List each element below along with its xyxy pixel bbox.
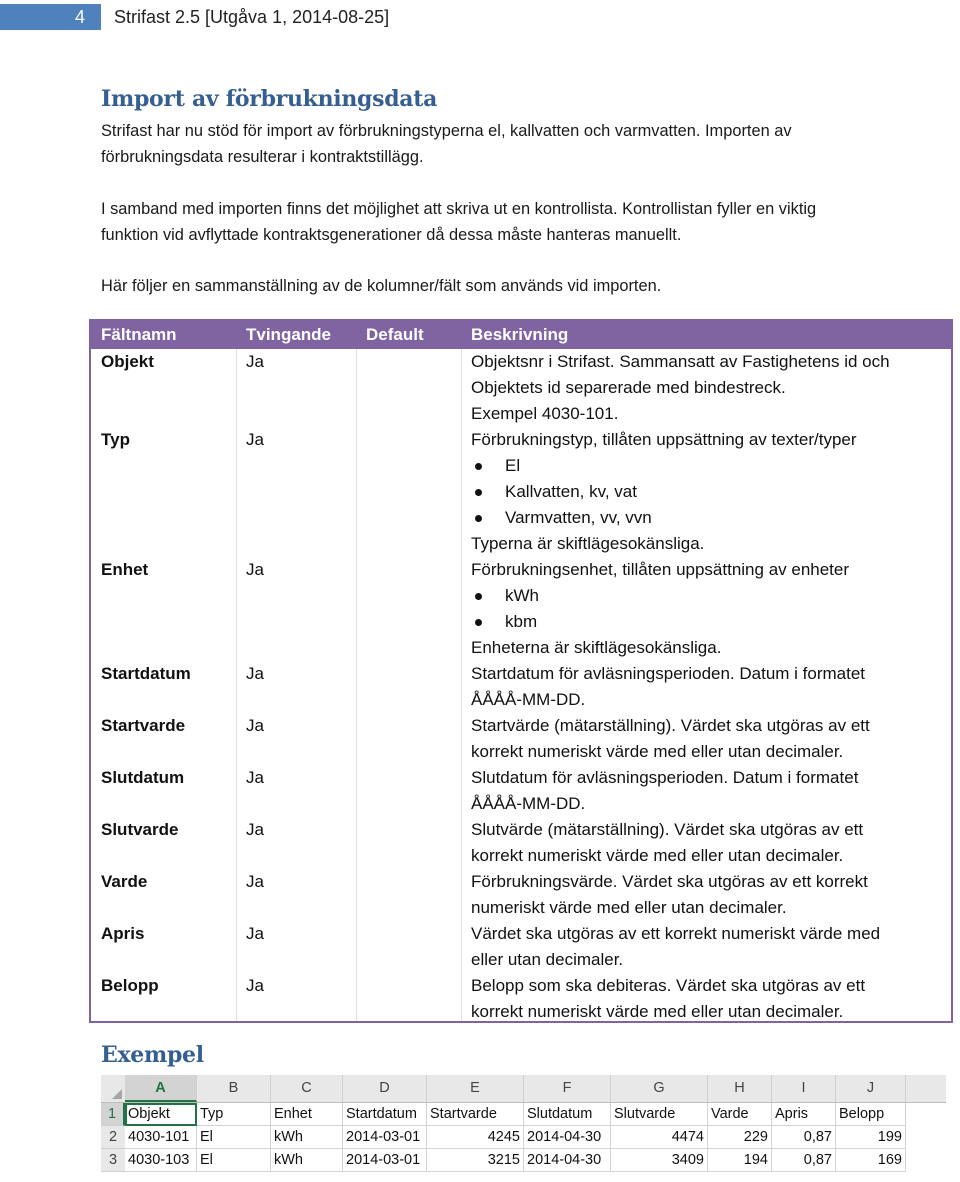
sheet-cell-i3[interactable]: 0,87 [772,1149,836,1172]
field-name: Startdatum [101,664,191,683]
description-line: Objektsnr i Strifast. Sammansatt av Fastighetens id och [471,352,890,371]
field-name: Slutdatum [101,768,185,787]
column-divider [236,349,237,1021]
description-line: ÅÅÅÅ-MM-DD. [471,690,586,709]
sheet-cell-a3[interactable]: 4030-103 [125,1149,197,1172]
sheet-cell-g2[interactable]: 4474 [611,1126,708,1149]
description-line: numeriskt värde med eller utan decimaler. [471,898,787,917]
field-required: Ja [246,820,264,839]
sheet-cell-c3[interactable]: kWh [271,1149,343,1172]
description-line: korrekt numeriskt värde med eller utan decimaler. [471,846,844,865]
sheet-cell-i1[interactable]: Apris [772,1103,836,1126]
sheet-cell-e3[interactable]: 3215 [427,1149,524,1172]
field-required: Ja [246,872,264,891]
description-line: Exempel 4030-101. [471,404,619,423]
column-header-c[interactable]: C [271,1075,343,1102]
description-line: Objektets id separerade med bindestreck. [471,378,786,397]
description-line: Belopp som ska debiteras. Värdet ska utgöras av ett [471,976,866,995]
sheet-cell-g1[interactable]: Slutvarde [611,1103,708,1126]
sheet-cell-b3[interactable]: El [197,1149,271,1172]
checklist-line-1: I samband med importen finns det möjlighet att skriva ut en kontrollista. Kontrollistan fyller en viktig [101,200,817,218]
field-description [471,349,941,427]
sheet-cell-d2[interactable]: 2014-03-01 [343,1126,427,1149]
description-line: Typerna är skiftlägesokänsliga. [471,534,705,553]
description-line: ÅÅÅÅ-MM-DD. [471,794,586,813]
sheet-cell-i2[interactable]: 0,87 [772,1126,836,1149]
field-required: Ja [246,768,264,787]
sheet-cell-c1[interactable]: Enhet [271,1103,343,1126]
description-line: Förbrukningsvärde. Värdet ska utgöras av ett korrekt [471,872,868,891]
column-header-d[interactable]: D [343,1075,427,1102]
section-heading-import: Import av förbrukningsdata [101,86,438,112]
field-required: Ja [246,560,264,579]
column-divider [461,349,462,1021]
intro-line-1: Strifast har nu stöd för import av förbrukningstyperna el, kallvatten och varmvatten. Importen av [101,122,792,140]
sheet-cell-e1[interactable]: Startvarde [427,1103,524,1126]
column-header-i[interactable]: I [772,1075,836,1102]
sheet-cell-b2[interactable]: El [197,1126,271,1149]
description-line: Förbrukningstyp, tillåten uppsättning av texter/typer [471,430,857,449]
page-header [0,0,960,34]
field-name: Varde [101,872,148,891]
sheet-cell-h2[interactable]: 229 [708,1126,772,1149]
description-line: korrekt numeriskt värde med eller utan decimaler. [471,1002,844,1021]
intro-line-2: förbrukningsdata resulterar i kontraktstillägg. [101,148,424,166]
field-required: Ja [246,976,264,995]
sheet-cell-g3[interactable]: 3409 [611,1149,708,1172]
sheet-cell-d1[interactable]: Startdatum [343,1103,427,1126]
description-line: eller utan decimaler. [471,950,624,969]
sheet-cell-f3[interactable]: 2014-04-30 [524,1149,611,1172]
select-all-corner[interactable] [101,1075,125,1102]
sheet-cell-c2[interactable]: kWh [271,1126,343,1149]
description-line: Slutdatum för avläsningsperioden. Datum i formatet [471,768,859,787]
sheet-cell-d3[interactable]: 2014-03-01 [343,1149,427,1172]
row-header-1[interactable]: 1 [101,1103,125,1126]
header-required: Tvingande [246,325,332,344]
bullet-item: Kallvatten, kv, vat [471,479,941,505]
summary-paragraph: Här följer en sammanställning av de kolumner/fält som används vid importen. [101,277,662,295]
section-heading-example: Exempel [101,1042,204,1068]
sheet-cell-h3[interactable]: 194 [708,1149,772,1172]
column-header-g[interactable]: G [611,1075,708,1102]
field-required: Ja [246,430,264,449]
sheet-cell-f2[interactable]: 2014-04-30 [524,1126,611,1149]
checklist-line-2: funktion vid avflyttade kontraktsgenerationer då dessa måste hanteras manuellt. [101,226,682,244]
column-header-b[interactable]: B [197,1075,271,1102]
field-description [471,921,941,973]
field-name: Apris [101,924,145,943]
column-header-h[interactable]: H [708,1075,772,1102]
field-required: Ja [246,716,264,735]
field-name: Startvarde [101,716,186,735]
header-fieldname: Fältnamn [101,325,177,344]
page-number: 4 [0,4,101,30]
sheet-cell-a2[interactable]: 4030-101 [125,1126,197,1149]
field-description [471,869,941,921]
spreadsheet-example [101,1075,946,1182]
description-line: Startdatum för avläsningsperioden. Datum i formatet [471,664,866,683]
sheet-cell-j1[interactable]: Belopp [836,1103,906,1126]
column-header-e[interactable]: E [427,1075,524,1102]
field-name: Objekt [101,352,154,371]
field-table [89,319,953,1023]
field-description [471,713,941,765]
sheet-cell-h1[interactable]: Varde [708,1103,772,1126]
description-line: Startvärde (mätarställning). Värdet ska utgöras av ett [471,716,870,735]
column-header-a[interactable]: A [125,1075,197,1102]
field-description [471,973,941,1025]
document-title: Strifast 2.5 [Utgåva 1, 2014-08-25] [114,7,390,27]
header-description: Beskrivning [471,325,569,344]
description-line: Förbrukningsenhet, tillåten uppsättning av enheter [471,560,850,579]
field-description [471,427,941,557]
field-name: Typ [101,430,130,449]
sheet-cell-a1[interactable]: Objekt [125,1103,197,1126]
description-line: Värdet ska utgöras av ett korrekt numeriskt värde med [471,924,881,943]
sheet-cell-f1[interactable]: Slutdatum [524,1103,611,1126]
row-header-3[interactable]: 3 [101,1149,125,1172]
field-required: Ja [246,664,264,683]
sheet-cell-j2[interactable]: 199 [836,1126,906,1149]
field-name: Slutvarde [101,820,179,839]
field-name: Belopp [101,976,159,995]
field-description [471,817,941,869]
row-header-2[interactable]: 2 [101,1126,125,1149]
sheet-cell-b1[interactable]: Typ [197,1103,271,1126]
column-divider [356,349,357,1021]
field-description [471,557,941,661]
header-default: Default [366,325,424,344]
field-required: Ja [246,352,264,371]
field-description [471,661,941,713]
field-description [471,765,941,817]
sheet-cell-e2[interactable]: 4245 [427,1126,524,1149]
column-header-f[interactable]: F [524,1075,611,1102]
description-line: Enheterna är skiftlägesokänsliga. [471,638,722,657]
bullet-item: kWh [471,583,941,609]
description-line: Slutvärde (mätarställning). Värdet ska utgöras av ett [471,820,864,839]
description-line: korrekt numeriskt värde med eller utan decimaler. [471,742,844,761]
field-table-header [91,321,951,349]
bullet-item: kbm [471,609,941,635]
bullet-item: Varmvatten, vv, vvn [471,505,941,531]
bullet-item: El [471,453,941,479]
sheet-cell-j3[interactable]: 169 [836,1149,906,1172]
field-required: Ja [246,924,264,943]
column-header-j[interactable]: J [836,1075,906,1102]
field-name: Enhet [101,560,149,579]
